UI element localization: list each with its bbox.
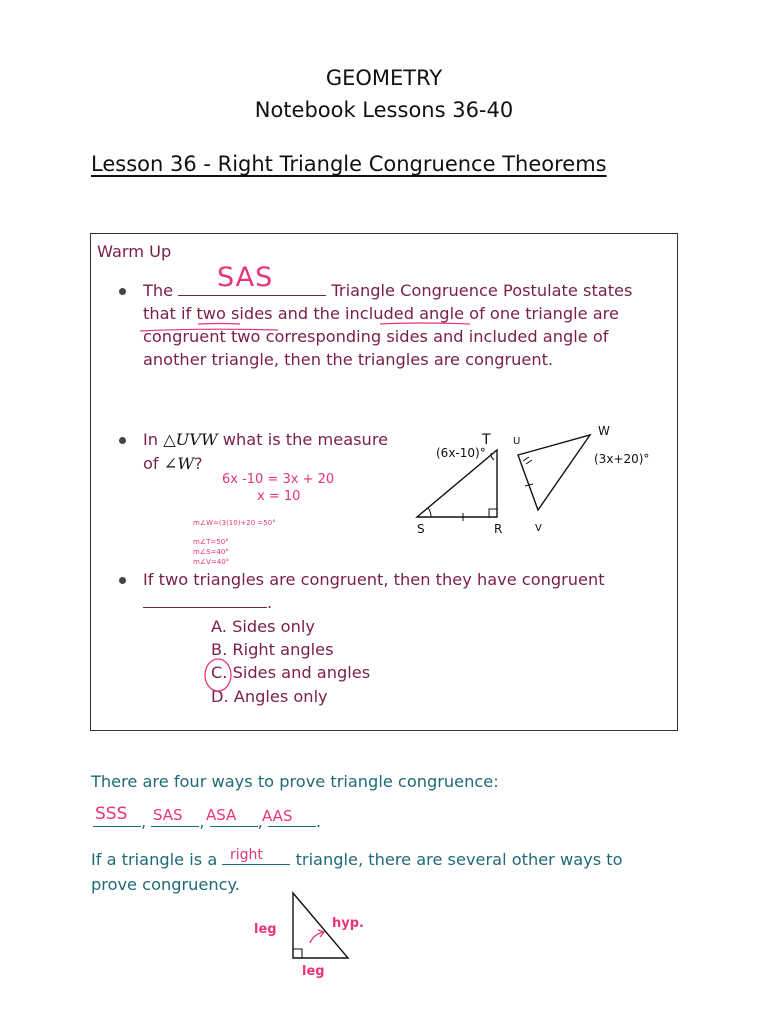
right-triangle-line1: If a triangle is a triangle, there are several other ways to bbox=[91, 850, 623, 869]
label-leg-left: leg bbox=[254, 922, 277, 937]
q2-line2: of ∠W? bbox=[143, 454, 203, 473]
bullet bbox=[119, 437, 126, 444]
q3-option-a: A. Sides only bbox=[211, 617, 315, 636]
bullet bbox=[119, 288, 126, 295]
warm-up-heading: Warm Up bbox=[97, 242, 172, 261]
label-hyp: hyp. bbox=[332, 916, 364, 931]
q2-small-work-2: m∠T=50° bbox=[193, 538, 229, 546]
q1-line4: another triangle, then the triangles are congruent. bbox=[143, 350, 554, 369]
label-r: R bbox=[494, 522, 503, 536]
label-u: U bbox=[513, 436, 521, 447]
label-leg-bottom: leg bbox=[302, 964, 325, 979]
q2-work-line1: 6x -10 = 3x + 20 bbox=[222, 472, 335, 487]
lesson-title: Lesson 36 - Right Triangle Congruence Theorems bbox=[91, 152, 607, 176]
label-w-angle: (3x+20)° bbox=[594, 452, 650, 466]
q1-line1: The Triangle Congruence Postulate states bbox=[143, 281, 633, 300]
label-s: S bbox=[417, 522, 425, 536]
q2-work-line2: x = 10 bbox=[257, 489, 301, 504]
q3-line2: . bbox=[143, 593, 272, 612]
q3-option-c: C. Sides and angles bbox=[211, 663, 371, 682]
q2-small-work-4: m∠V=40° bbox=[193, 558, 230, 566]
q2-small-work-3: m∠S=40° bbox=[193, 548, 229, 556]
four-ways-blanks: , , , . bbox=[93, 812, 321, 831]
answer-sas: SAS bbox=[153, 806, 183, 824]
circled-answer-mark bbox=[200, 656, 238, 694]
q1-line2: that if two sides and the included angle of one triangle are bbox=[143, 304, 619, 323]
q1-handwritten-underlines bbox=[140, 318, 480, 332]
notebook-subtitle: Notebook Lessons 36-40 bbox=[254, 98, 514, 122]
q3-option-d: D. Angles only bbox=[211, 687, 328, 706]
label-v: V bbox=[535, 523, 542, 534]
label-t-angle: (6x-10)° bbox=[436, 446, 486, 460]
bullet bbox=[119, 577, 126, 584]
answer-asa: ASA bbox=[206, 806, 237, 824]
q3-option-b: B. Right angles bbox=[211, 640, 334, 659]
subject-title: GEOMETRY bbox=[325, 66, 443, 90]
q3-line1: If two triangles are congruent, then they have congruent bbox=[143, 570, 605, 589]
label-t: T bbox=[482, 432, 491, 448]
q1-handwritten-answer: SAS bbox=[217, 262, 274, 293]
q2-small-work-1: m∠W=(3(10)+20 =50° bbox=[193, 519, 276, 527]
q1-line3: congruent two corresponding sides and included angle of bbox=[143, 327, 609, 346]
label-w: W bbox=[598, 424, 610, 438]
q2-line1: In △UVW what is the measure bbox=[143, 430, 389, 449]
answer-sss: SSS bbox=[95, 804, 128, 824]
four-ways-intro: There are four ways to prove triangle congruence: bbox=[91, 772, 499, 791]
right-triangle-line2: prove congruency. bbox=[91, 875, 240, 894]
right-handwritten-answer: right bbox=[230, 847, 263, 863]
answer-aas: AAS bbox=[262, 807, 293, 825]
triangles-diagram bbox=[405, 420, 665, 540]
